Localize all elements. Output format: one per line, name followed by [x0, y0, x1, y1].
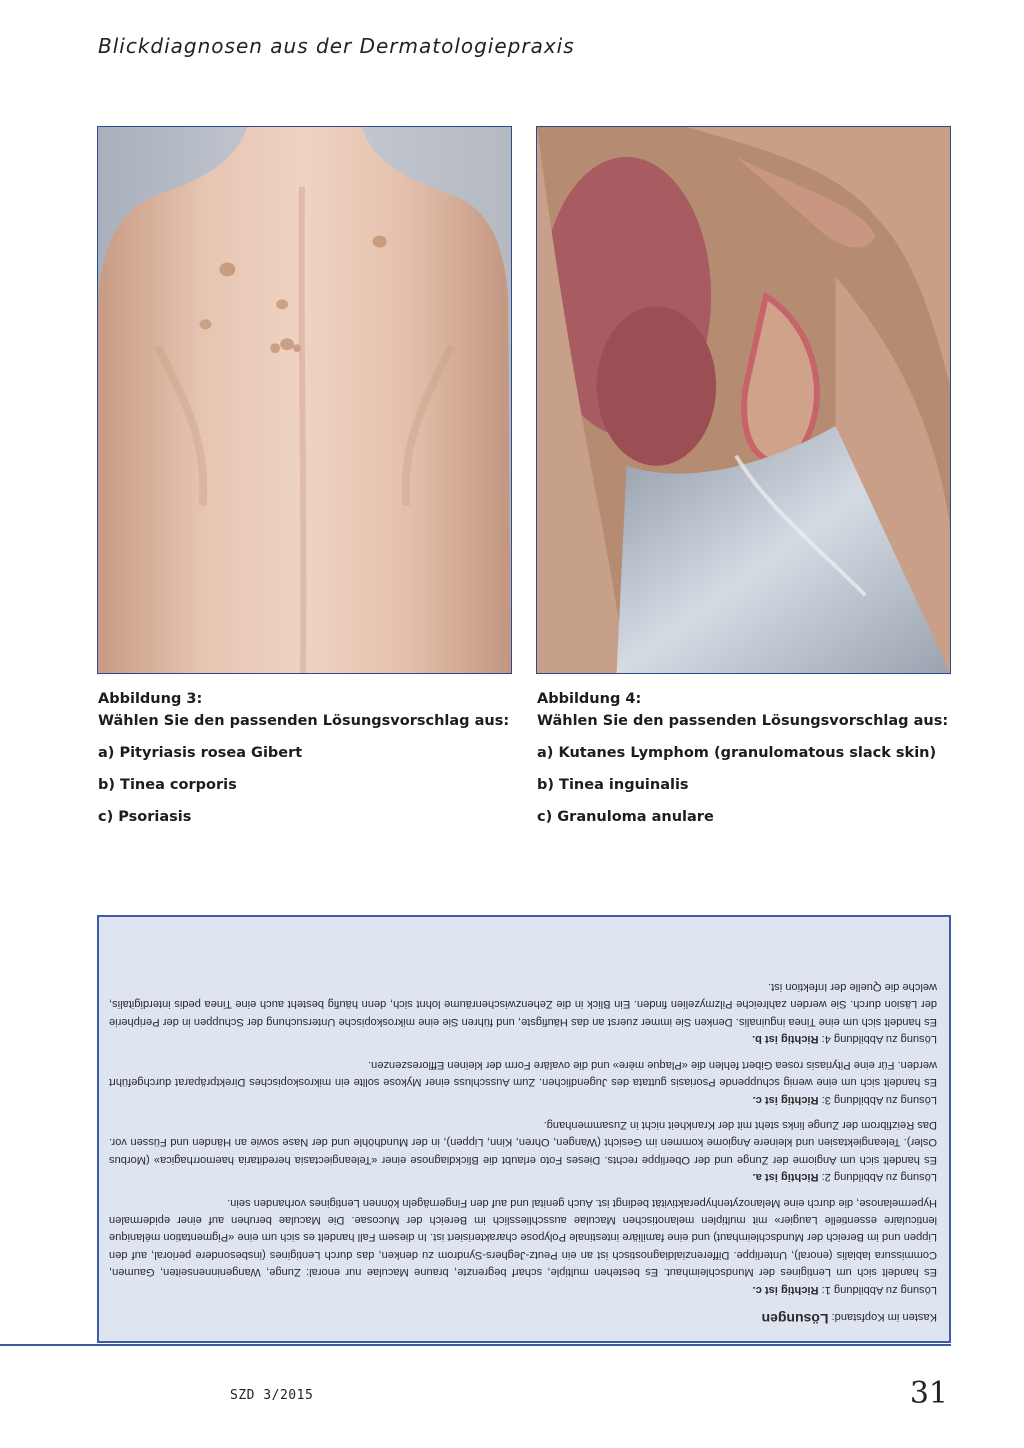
- solution-1-answer: Richtig ist c.: [752, 1283, 819, 1296]
- figure-3-caption-block: [98, 688, 528, 828]
- figure-4-photo: [536, 126, 951, 674]
- solutions-heading-line: [109, 1308, 937, 1327]
- solution-3-prefix: Lösung zu Abbildung 3:: [821, 1093, 937, 1106]
- figure-4-prompt: Wählen Sie den passenden Lösungsvorschlag aus:: [537, 713, 949, 729]
- figure-3-caption: Abbildung 3:: [98, 691, 203, 707]
- solution-4-prefix: Lösung zu Abbildung 4:: [821, 1033, 937, 1046]
- solution-1-prefix: Lösung zu Abbildung 1:: [821, 1283, 937, 1296]
- solution-4-label: [109, 1030, 937, 1047]
- figure-3-option-b: b) Tinea corporis: [98, 777, 237, 793]
- solution-2-label: [109, 1168, 937, 1185]
- solution-1-text: Es handelt sich um Lentigines der Mundschleimhaut. Es bestehen multiple, scharf begrenzte, braune Maculae nur enoral: Zunge, Wangeninnenseiten, Gaumen, Commissura labialis (enoral), Unterlippe. Differenzialdiagnostisch ist an ein Peutz-Jeghers-Syndrom zu denken, das durch Lentigines (insbesondere perioral, auf den Lippen und im Bereich der Mundschleimhaut) und eine familiäre intestinale Polyposе charakterisiert ist. In diesem Fall handelt es sich um eine «Pigmentation mélanique lenticulaire essentielle Laugier» mit multiplen melanotischen Maculae ausschliesslich im Bereich der Mucosae. Die Maculae beruhen auf einer epidermalen Hypermelanose, die durch eine Melanozytenhyperaktivität bedingt ist. Auch genital und auf den Fingernägeln können Lentigines vorhanden sein.: [109, 1196, 937, 1279]
- figure-4-caption: Abbildung 4:: [537, 691, 642, 707]
- solution-2-prefix: Lösung zu Abbildung 2:: [821, 1171, 937, 1184]
- solution-2-text: Es handelt sich um Angiome der Zunge und der Oberlippe rechts. Dieses Foto erlaubt die Blickdiagnose einer «Teleangiectasia hereditaria haemorrhagica» (Morbus Osler). Teleangiektasien und kleinere Angiome kommen im Gesicht (Wangen, Ohren, Kinn, Lippen), in der Mundhöhle und der Nase sowie an Händen und Füssen vor. Das Reizfibrom der Zunge links steht mit der Krankheit nicht in Zusammenhang.: [109, 1118, 937, 1166]
- footer-journal: SZD 3/2015: [230, 1388, 314, 1403]
- solutions-context: Kasten im Kopfstand:: [831, 1311, 937, 1323]
- solution-4-text: Es handelt sich um eine Tinea inguinalis. Denken Sie immer zuerst an das Häufigste, und führen Sie eine mikroskopische Untersuchung der Schuppen in der Peripherie der Läsion durch. Sie werden zahlreiche Pilzmyzelien finden. Ein Blick in die Zehenzwischenräume lohnt sich, denn häufig besteht auch eine Tinea pedis interdigitalis, welche die Quelle der Infektion ist.: [109, 981, 937, 1028]
- figure-4-option-b: b) Tinea inguinalis: [537, 777, 689, 793]
- figure-4-option-c: c) Granuloma anulare: [537, 809, 714, 825]
- solution-1-label: [109, 1280, 937, 1297]
- solution-4-answer: Richtig ist b.: [751, 1033, 819, 1046]
- figure-3-option-a: a) Pityriasis rosea Gibert: [98, 745, 303, 761]
- solutions-box: [97, 915, 951, 1343]
- bottom-rule: [0, 1344, 951, 1346]
- figure-3-prompt: Wählen Sie den passenden Lösungsvorschlag aus:: [98, 713, 510, 729]
- page-number: 31: [909, 1376, 948, 1411]
- solution-3-answer: Richtig ist c.: [752, 1093, 819, 1106]
- figure-3-option-c: c) Psoriasis: [98, 809, 192, 825]
- figure-4-option-a: a) Kutanes Lymphom (granulomatous slack skin): [537, 745, 937, 761]
- page-header-title: Blickdiagnosen aus der Dermatologiepraxis: [98, 34, 575, 58]
- solution-2-answer: Richtig ist a.: [752, 1171, 819, 1184]
- solution-3-label: [109, 1090, 937, 1107]
- solutions-box-rotated-content: [99, 917, 949, 1341]
- solution-3-text: Es handelt sich um eine wenig schuppende Psoriasis guttata des Jugendlichen. Zum Ausschluss einer Mykose sollte ein mikroskopisches Direktpräparat durchgeführt werden. Für eine Pityriasis rosea Gibert fehlen die «Plaque mère» und die ovaläre Form der kleinen Effloreszenzen.: [109, 1058, 937, 1089]
- solutions-heading: Lösungen: [761, 1311, 829, 1327]
- figure-4-caption-block: [537, 688, 967, 828]
- figure-3-photo: [97, 126, 512, 674]
